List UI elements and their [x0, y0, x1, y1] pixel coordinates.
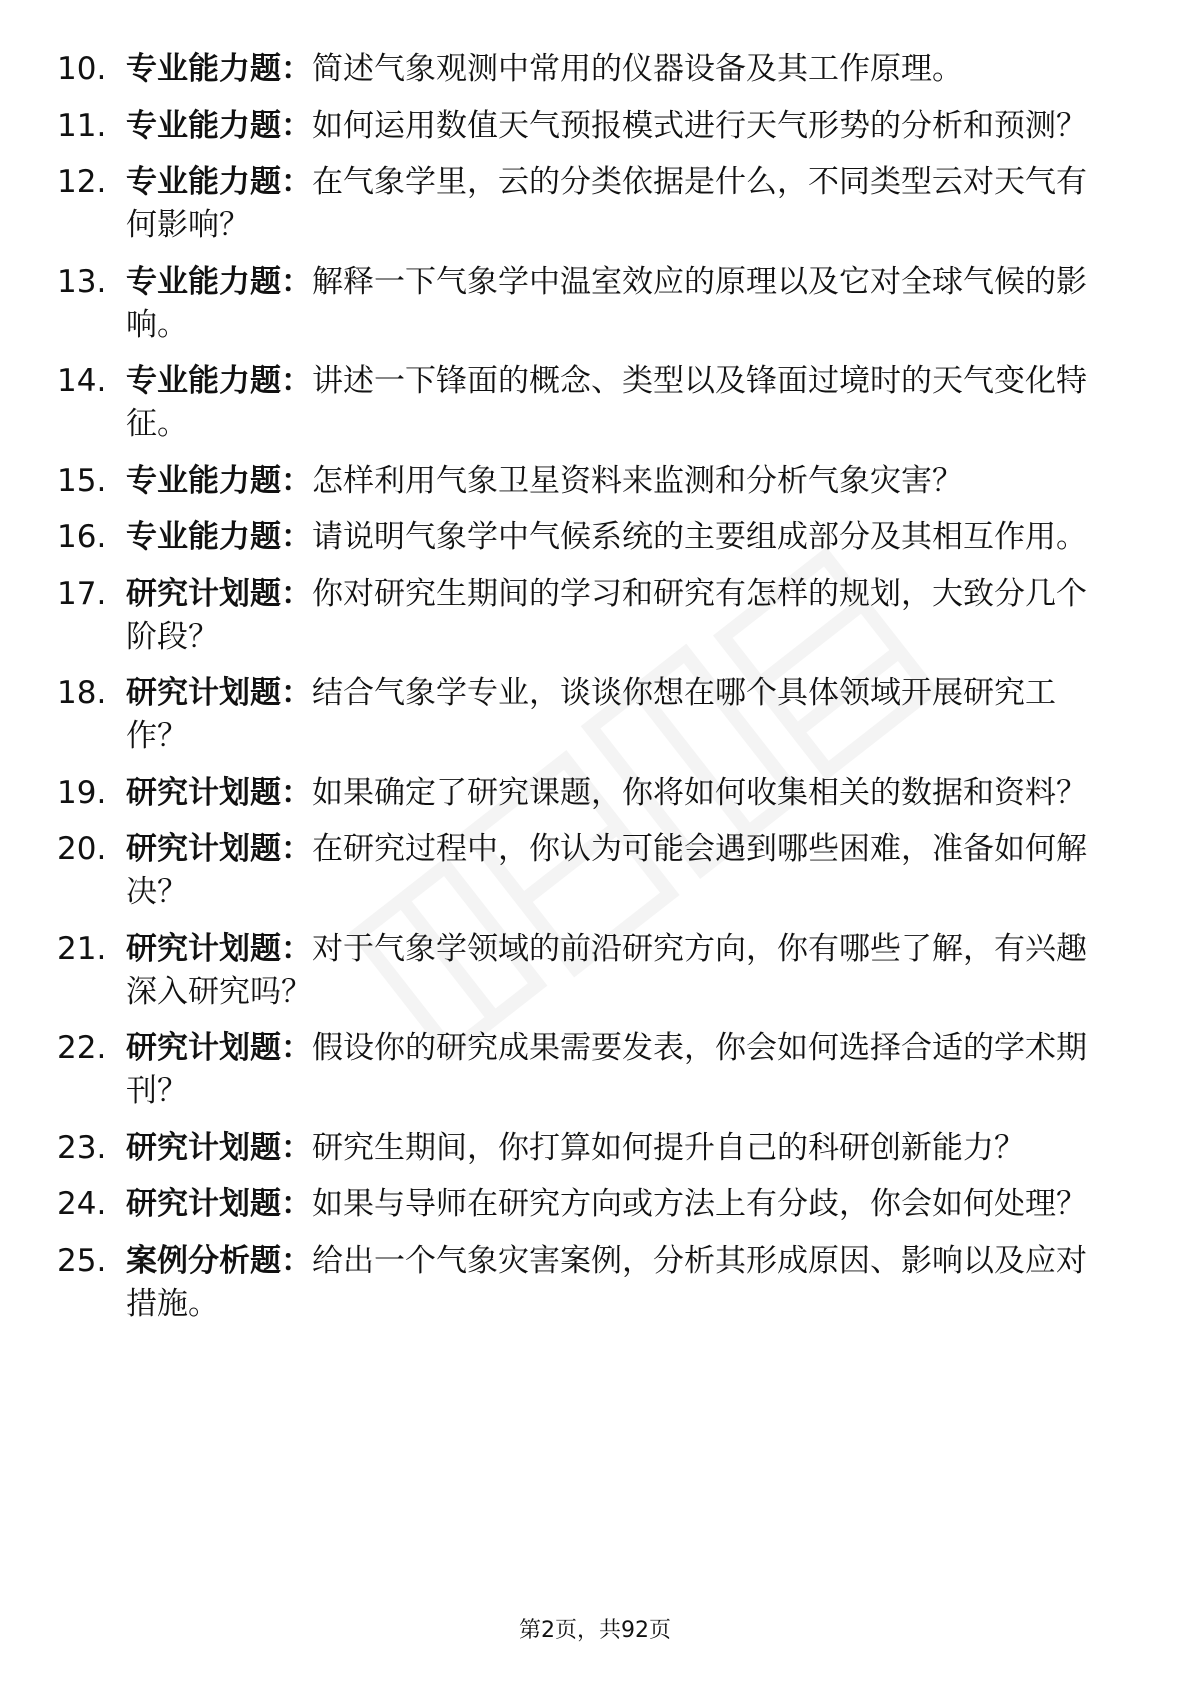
question-item	[0, 1183, 1190, 1226]
question-category: 研究计划题：	[126, 1186, 312, 1222]
question-text: 请说明气象学中气候系统的主要组成部分及其相互作用。	[312, 519, 1087, 555]
question-item	[0, 772, 1190, 815]
question-category: 专业能力题：	[126, 51, 312, 87]
question-category: 研究计划题：	[126, 675, 312, 711]
question-category: 研究计划题：	[126, 831, 312, 867]
question-text: 怎样利用气象卫星资料来监测和分析气象灾害？	[312, 462, 963, 499]
question-text: 研究生期间，你打算如何提升自己的科研创新能力？	[312, 1129, 1025, 1166]
question-item	[0, 672, 1190, 758]
question-text: 如何运用数值天气预报模式进行天气形势的分析和预测？	[312, 107, 1087, 144]
question-number: 18.	[57, 675, 107, 711]
question-category: 专业能力题：	[126, 462, 312, 499]
question-text: 讲述一下锋面的概念、类型以及锋面过境时的天气变化特征。	[126, 363, 1087, 442]
question-text: 给出一个气象灾害案例，分析其形成原因、影响以及应对措施。	[126, 1242, 1087, 1322]
question-number: 13.	[57, 263, 107, 300]
question-number: 14.	[57, 363, 107, 399]
question-number: 11.	[57, 107, 107, 144]
question-number: 16.	[57, 519, 107, 555]
question-category: 专业能力题：	[126, 107, 312, 144]
question-text: 假设你的研究成果需要发表，你会如何选择合适的学术期刊？	[126, 1030, 1087, 1109]
question-item	[0, 360, 1190, 446]
question-item	[0, 261, 1190, 347]
question-item	[0, 516, 1190, 559]
question-number: 20.	[57, 831, 107, 867]
question-number: 10.	[57, 51, 107, 87]
question-number: 21.	[57, 930, 107, 967]
question-item	[0, 573, 1190, 659]
question-text: 如果确定了研究课题，你将如何收集相关的数据和资料？	[312, 774, 1087, 811]
question-text: 在气象学里，云的分类依据是什么，不同类型云对天气有何影响？	[126, 164, 1087, 243]
question-text: 你对研究生期间的学习和研究有怎样的规划，大致分几个阶段？	[126, 575, 1087, 655]
question-text: 解释一下气象学中温室效应的原理以及它对全球气候的影响。	[126, 263, 1087, 343]
question-category: 研究计划题：	[126, 1030, 312, 1066]
question-category: 案例分析题：	[126, 1242, 312, 1279]
question-item	[0, 828, 1190, 914]
question-number: 23.	[57, 1129, 107, 1166]
question-category: 研究计划题：	[126, 575, 312, 612]
question-text: 结合气象学专业，谈谈你想在哪个具体领域开展研究工作？	[126, 675, 1056, 754]
question-text: 在研究过程中，你认为可能会遇到哪些困难，准备如何解决？	[126, 831, 1087, 910]
question-text: 如果与导师在研究方向或方法上有分歧，你会如何处理？	[312, 1186, 1087, 1222]
question-item	[0, 460, 1190, 503]
question-category: 专业能力题：	[126, 263, 312, 300]
question-item	[0, 928, 1190, 1014]
page-footer: 第2页，共92页	[519, 1618, 671, 1643]
question-category: 研究计划题：	[126, 774, 312, 811]
question-item	[0, 1127, 1190, 1170]
question-number: 25.	[57, 1242, 107, 1279]
question-number: 12.	[57, 164, 107, 200]
question-number: 24.	[57, 1186, 107, 1222]
question-number: 15.	[57, 462, 107, 499]
question-number: 19.	[57, 774, 107, 811]
question-category: 研究计划题：	[126, 930, 312, 967]
question-item	[0, 1027, 1190, 1113]
question-text: 简述气象观测中常用的仪器设备及其工作原理。	[312, 51, 963, 87]
question-category: 研究计划题：	[126, 1129, 312, 1166]
question-category: 专业能力题：	[126, 363, 312, 399]
question-item	[0, 48, 1190, 91]
question-category: 专业能力题：	[126, 519, 312, 555]
question-item	[0, 105, 1190, 148]
question-text: 对于气象学领域的前沿研究方向，你有哪些了解，有兴趣深入研究吗？	[126, 930, 1087, 1010]
question-number: 17.	[57, 575, 107, 612]
question-number: 22.	[57, 1030, 107, 1066]
question-item	[0, 161, 1190, 247]
question-category: 专业能力题：	[126, 164, 312, 200]
question-list	[0, 48, 1190, 1339]
question-item	[0, 1240, 1190, 1326]
